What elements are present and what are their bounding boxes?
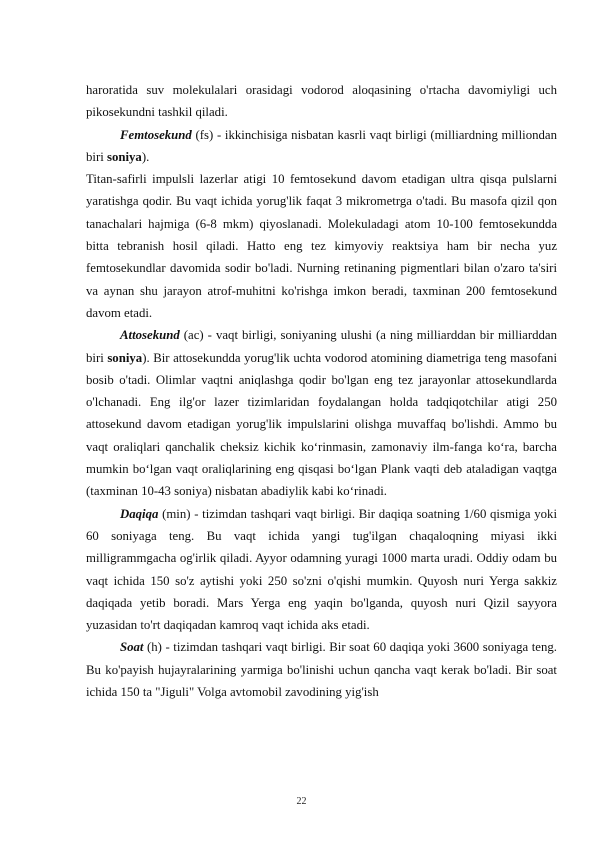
document-body	[86, 79, 557, 703]
term-daqiqa: Daqiqa	[120, 506, 159, 521]
paragraph-text: Titan-safirli impulsli lazerlar atigi 10 femtosekund davom etadigan ultra qisqa pulslarni yaratishga qodir. Bu vaqt ichida yorug'lik faqat 3 mikrometrga o'tadi. Bu masofa qizil qon tanachalari hajmiga (6-8 mkm) qiyoslanadi. Molekuladagi atom 10-100 femtosekundda bitta tebranish hosil qiladi. Hatto eng tez kimyoviy reaktsiya ham bir necha yuz femtosekundlar davomida sodir bo'ladi. Nurning retinaning pigmentlari bilan o'zaro ta'siri va aynan shu jarayon atrof-muhitni ko'rishga imkon beradi, taxminan 200 femtosekund davom etadi.	[86, 172, 557, 320]
term-soat: Soat	[120, 640, 144, 655]
paragraph-soat	[86, 636, 557, 703]
bold-word: soniya	[106, 149, 142, 164]
term-attosekund: Attosekund	[120, 328, 180, 343]
paragraph-attosekund	[86, 324, 557, 502]
paragraph-daqiqa	[86, 503, 557, 637]
page-number	[0, 796, 595, 807]
paragraph-text: haroratida suv molekulalari orasidagi vodorod aloqasining o'rtacha davomiyligi uch pikosekundni tashkil qiladi.	[86, 83, 557, 120]
term-femtosekund: Femtosekund	[120, 127, 192, 142]
paragraph-text: (h) - tizimdan tashqari vaqt birligi. Bir soat 60 daqiqa yoki 3600 soniyaga teng. Bu ko'payish hujayralarining yarmiga bo'linishi uchun qancha vaqt kerak bo'ladi. Bir soat ichida 150 ta "Jiguli" Volga avtomobil zavodining yig'ish	[86, 640, 557, 700]
paragraph-text: ). Bir attosekundda yorug'lik uchta vodorod atomining diametriga teng masofani bosib o'tadi. Olimlar vaqtni aniqlashga qodir bo'lgan eng tez jarayonlar attosekundlarda o'lchanadi. Eng ilg'or lazer tizimlaridan foydalangan holda tadqiqotchilar atigi 250 attosekund davom etadigan yorug'lik impulslarini olishga muvaffaq bo'lishdi. Ammo bu vaqt oraliqlari qanchalik cheksiz kichik ko‘rinmasin, zamonaviy ilm-fanga ko‘ra, barcha mumkin bo‘lgan vaqt oraliqlarining eng qisqasi bo‘lgan Plank vaqti deb ataladigan vaqtga (taxminan 10-43 soniya) nisbatan abadiylik kabi ko‘rinadi.	[86, 350, 557, 499]
paragraph-text: ).	[141, 149, 150, 164]
paragraph-continuation	[86, 79, 557, 124]
page-number-text: 22	[296, 796, 307, 807]
paragraph-text: (min) - tizimdan tashqari vaqt birligi. Bir daqiqa soatning 1/60 qismiga yoki 60 soniyaga teng. Bu vaqt ichida yangi tug'ilgan chaqaloqning miyasi ikki milligrammgacha og'irlik qiladi. Ayyor odamning yuragi 1000 marta uradi. Oddiy odam bu vaqt ichida 150 so'z aytishi yoki 250 so'zni o'qishi mumkin. Quyosh nuri Yerga sakkiz daqiqada yetib boradi. Mars Yerga eng yaqin bo'lganda, quyosh nuri Qizil sayyora yuzasidan to'rt daqiqadan kamroq vaqt ichida aks etadi.	[86, 506, 557, 633]
bold-word: soniya	[107, 350, 143, 365]
paragraph-text: (fs) - ikkinchisiga nisbatan kasrli vaqt birligi (milliardning milliondan biri	[86, 127, 557, 164]
paragraph-text: (ac) - vaqt birligi, soniyaning ulushi (a ning milliarddan bir milliarddan biri	[86, 328, 557, 365]
paragraph-femtosekund	[86, 124, 557, 169]
paragraph-titan-safir	[86, 168, 557, 324]
